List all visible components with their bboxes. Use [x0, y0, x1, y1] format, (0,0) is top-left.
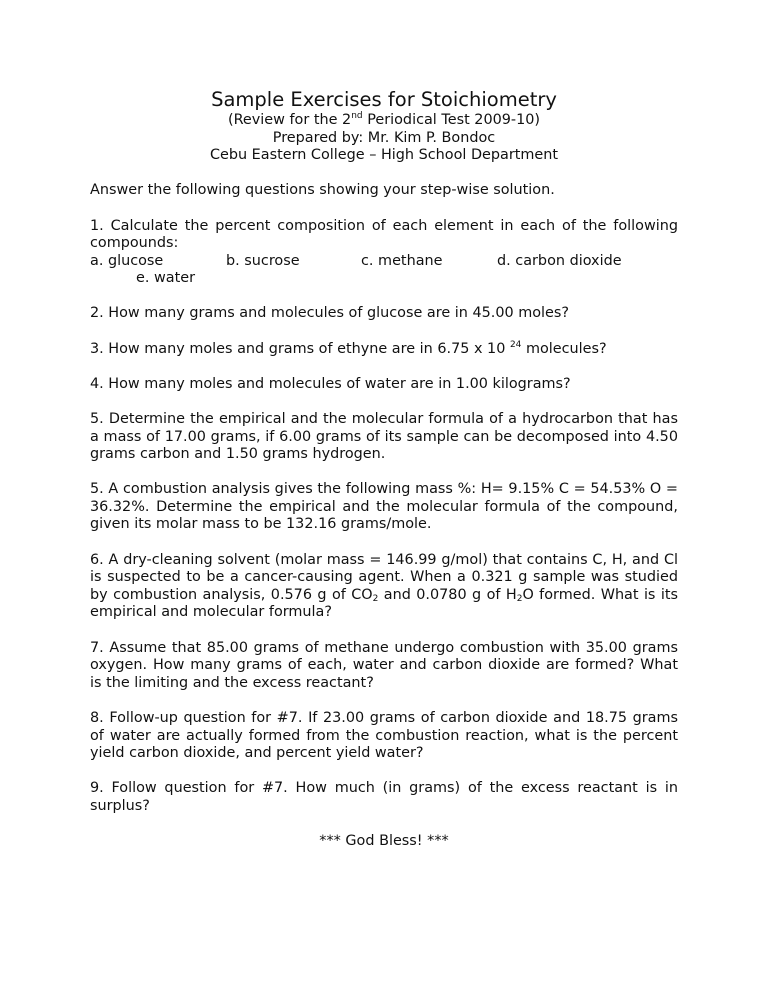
question-3-post: molecules? — [521, 340, 607, 357]
question-1: 1. Calculate the percent composition of each element in each of the following compounds: — [90, 217, 678, 252]
h2o-subscript: 2 — [516, 593, 523, 604]
footer-blessing: *** God Bless! *** — [319, 833, 449, 850]
choice-b: b. sucrose — [226, 252, 300, 269]
question-7: 7. Assume that 85.00 grams of methane undergo combustion with 35.00 grams oxygen. How many grams of each, water and carbon dioxide are formed? What is the limiting and the excess reactant? — [90, 639, 678, 691]
co2-subscript: 2 — [372, 593, 379, 604]
question-6-post: O formed. What is its empirical and molecular formula? — [90, 586, 678, 621]
question-4: 4. How many moles and molecules of water are in 1.00 kilograms? — [90, 375, 571, 392]
document-title: Sample Exercises for Stoichiometry — [211, 88, 557, 111]
choice-e: e. water — [136, 270, 196, 287]
question-5b: 5. A combustion analysis gives the following mass %: H= 9.15% C = 54.53% O = 36.32%. Determine the empirical and the molecular formula of the compound, given its molar mass to be 132.16 grams/mole. — [90, 481, 678, 533]
question-6-pre: 6. A dry-cleaning solvent (molar mass = 146.99 g/mol) that contains C, H, and Cl is suspected to be a cancer-causing agent. When a 0.321 g sample was studied by combustion analysis, 0.576 g of CO — [90, 551, 678, 603]
review-line — [90, 112, 678, 130]
school-name: Cebu Eastern College – High School Department — [209, 147, 559, 164]
question-8: 8. Follow-up question for #7. If 23.00 grams of carbon dioxide and 18.75 grams of water are actually formed from the combustion reaction, what is the percent yield carbon dioxide, and percent yield water? — [90, 710, 678, 762]
question-2: 2. How many grams and molecules of glucose are in 45.00 moles? — [90, 305, 570, 322]
question-3-pre: 3. How many moles and grams of ethyne are in 6.75 x 10 — [90, 340, 510, 357]
review-pre: (Review for the 2 — [227, 112, 352, 128]
review-post: Periodical Test 2009-10) — [362, 112, 541, 128]
prepared-by: Prepared by: Mr. Kim P. Bondoc — [272, 129, 496, 146]
choice-c: c. methane — [361, 252, 443, 269]
question-9: 9. Follow question for #7. How much (in grams) of the excess reactant is in surplus? — [90, 780, 678, 814]
choice-a: a. glucose — [90, 252, 164, 269]
choice-d: d. carbon dioxide — [497, 252, 622, 269]
question-6-mid: and 0.0780 g of H — [378, 586, 517, 603]
question-6 — [90, 552, 678, 622]
question-3 — [90, 341, 678, 359]
document-page — [90, 88, 678, 851]
review-superscript: nd — [351, 111, 363, 121]
question-3-exponent: 24 — [509, 339, 522, 350]
question-5a: 5. Determine the empirical and the molecular formula of a hydrocarbon that has a mass of 17.00 grams, if 6.00 grams of its sample can be decomposed into 4.50 grams carbon and 1.50 grams hydrogen. — [90, 410, 678, 463]
instructions: Answer the following questions showing your step-wise solution. — [90, 182, 555, 199]
question-1-choices — [90, 253, 678, 288]
